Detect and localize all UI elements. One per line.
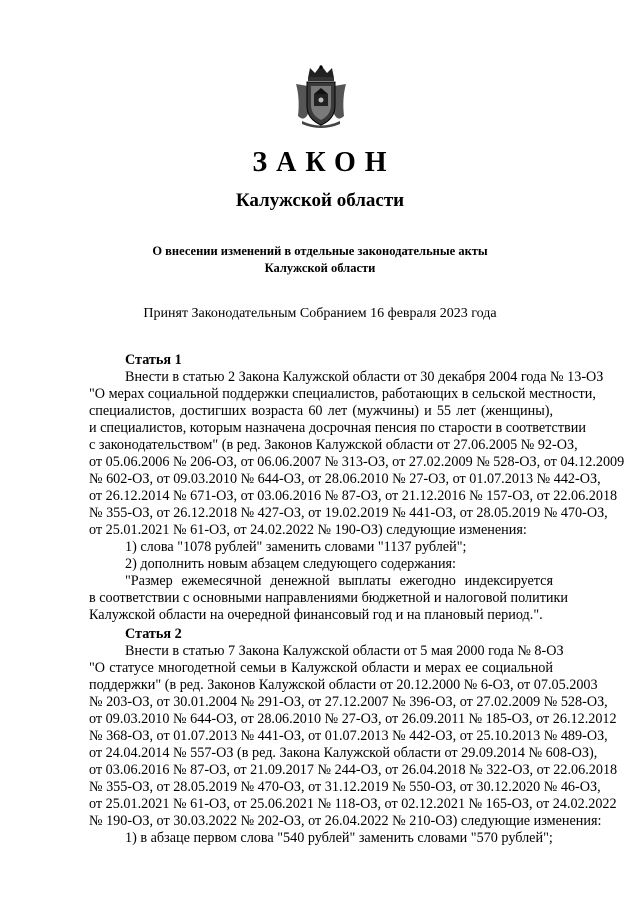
- article-line: "О мерах социальной поддержки специалистов, работающих в сельской местности,: [89, 386, 596, 402]
- article-line: поддержки" (в ред. Законов Калужской области от 20.12.2000 № 6-ОЗ, от 07.05.2003: [89, 677, 598, 693]
- article-line: с законодательством" (в ред. Законов Калужской области от 27.06.2005 № 92-ОЗ,: [89, 437, 578, 453]
- subtitle-line: Калужской области: [264, 261, 376, 275]
- article-line: Внести в статью 2 Закона Калужской области от 30 декабря 2004 года № 13-ОЗ: [125, 369, 604, 385]
- article-line: от 09.03.2010 № 644-ОЗ, от 28.06.2010 № 27-ОЗ, от 26.09.2011 № 185-ОЗ, от 26.12.2012: [89, 711, 617, 727]
- article-line: от 03.06.2016 № 87-ОЗ, от 21.09.2017 № 244-ОЗ, от 26.04.2018 № 322-ОЗ, от 22.06.2018: [89, 762, 618, 778]
- article-1: [89, 352, 625, 624]
- article-heading: Статья 2: [125, 626, 182, 642]
- article-line: специалистов, достигших возраста 60 лет (мужчины) и 55 лет (женщины),: [89, 403, 553, 419]
- article-line: Калужской области на очередной финансовый год и на плановый период.".: [89, 607, 543, 623]
- article-line: Внести в статью 7 Закона Калужской области от 5 мая 2000 года № 8-ОЗ: [125, 643, 564, 659]
- article-line: и специалистов, которым назначена досрочная пенсия по старости в соответствии: [89, 420, 586, 436]
- article-line: от 05.06.2006 № 206-ОЗ, от 06.06.2007 № 313-ОЗ, от 27.02.2009 № 528-ОЗ, от 04.12.2009: [89, 454, 625, 470]
- law-subtitle: [0, 243, 640, 277]
- article-line: 1) в абзаце первом слова "540 рублей" заменить словами "570 рублей";: [125, 830, 553, 846]
- article-line: № 355-ОЗ, от 26.12.2018 № 427-ОЗ, от 19.02.2019 № 441-ОЗ, от 28.05.2019 № 470-ОЗ,: [89, 505, 608, 521]
- article-line: № 368-ОЗ, от 01.07.2013 № 441-ОЗ, от 01.07.2013 № 442-ОЗ, от 25.10.2013 № 489-ОЗ,: [89, 728, 608, 744]
- article-line: от 24.04.2014 № 557-ОЗ (в ред. Закона Калужской области от 29.09.2014 № 608-ОЗ),: [89, 745, 598, 761]
- article-line: в соответствии с основными направлениями бюджетной и налоговой политики: [89, 590, 568, 606]
- subtitle-line: О внесении изменений в отдельные законодательные акты: [152, 244, 488, 258]
- article-line: от 26.12.2014 № 671-ОЗ, от 03.06.2016 № 87-ОЗ, от 21.12.2016 № 157-ОЗ, от 22.06.2018: [89, 488, 618, 504]
- article-2: [89, 626, 618, 847]
- law-title: ЗАКОН: [252, 147, 396, 178]
- article-line: № 203-ОЗ, от 30.01.2004 № 291-ОЗ, от 27.12.2007 № 396-ОЗ, от 27.02.2009 № 528-ОЗ,: [89, 694, 608, 710]
- article-line: "Размер ежемесячной денежной выплаты ежегодно индексируется: [125, 573, 553, 589]
- article-line: № 190-ОЗ, от 30.03.2022 № 202-ОЗ, от 26.04.2022 № 210-ОЗ) следующие изменения:: [89, 813, 602, 829]
- article-line: от 25.01.2021 № 61-ОЗ, от 24.02.2022 № 190-ОЗ) следующие изменения:: [89, 522, 527, 538]
- coat-of-arms-icon: [294, 64, 348, 128]
- article-line: 1) слова "1078 рублей" заменить словами "1137 рублей";: [125, 539, 467, 555]
- article-heading: Статья 1: [125, 352, 182, 368]
- article-line: № 602-ОЗ, от 09.03.2010 № 644-ОЗ, от 28.06.2010 № 27-ОЗ, от 01.07.2013 № 442-ОЗ,: [89, 471, 601, 487]
- article-line: 2) дополнить новым абзацем следующего содержания:: [125, 556, 457, 572]
- adoption-note: Принят Законодательным Собранием 16 февраля 2023 года: [143, 306, 497, 321]
- article-line: от 25.01.2021 № 61-ОЗ, от 25.06.2021 № 118-ОЗ, от 02.12.2021 № 165-ОЗ, от 24.02.2022: [89, 796, 617, 812]
- article-line: № 355-ОЗ, от 28.05.2019 № 470-ОЗ, от 31.12.2019 № 550-ОЗ, от 30.12.2020 № 46-ОЗ,: [89, 779, 601, 795]
- region-title: Калужской области: [235, 190, 405, 211]
- article-line: "О статусе многодетной семьи в Калужской области и мерах ее социальной: [89, 660, 553, 676]
